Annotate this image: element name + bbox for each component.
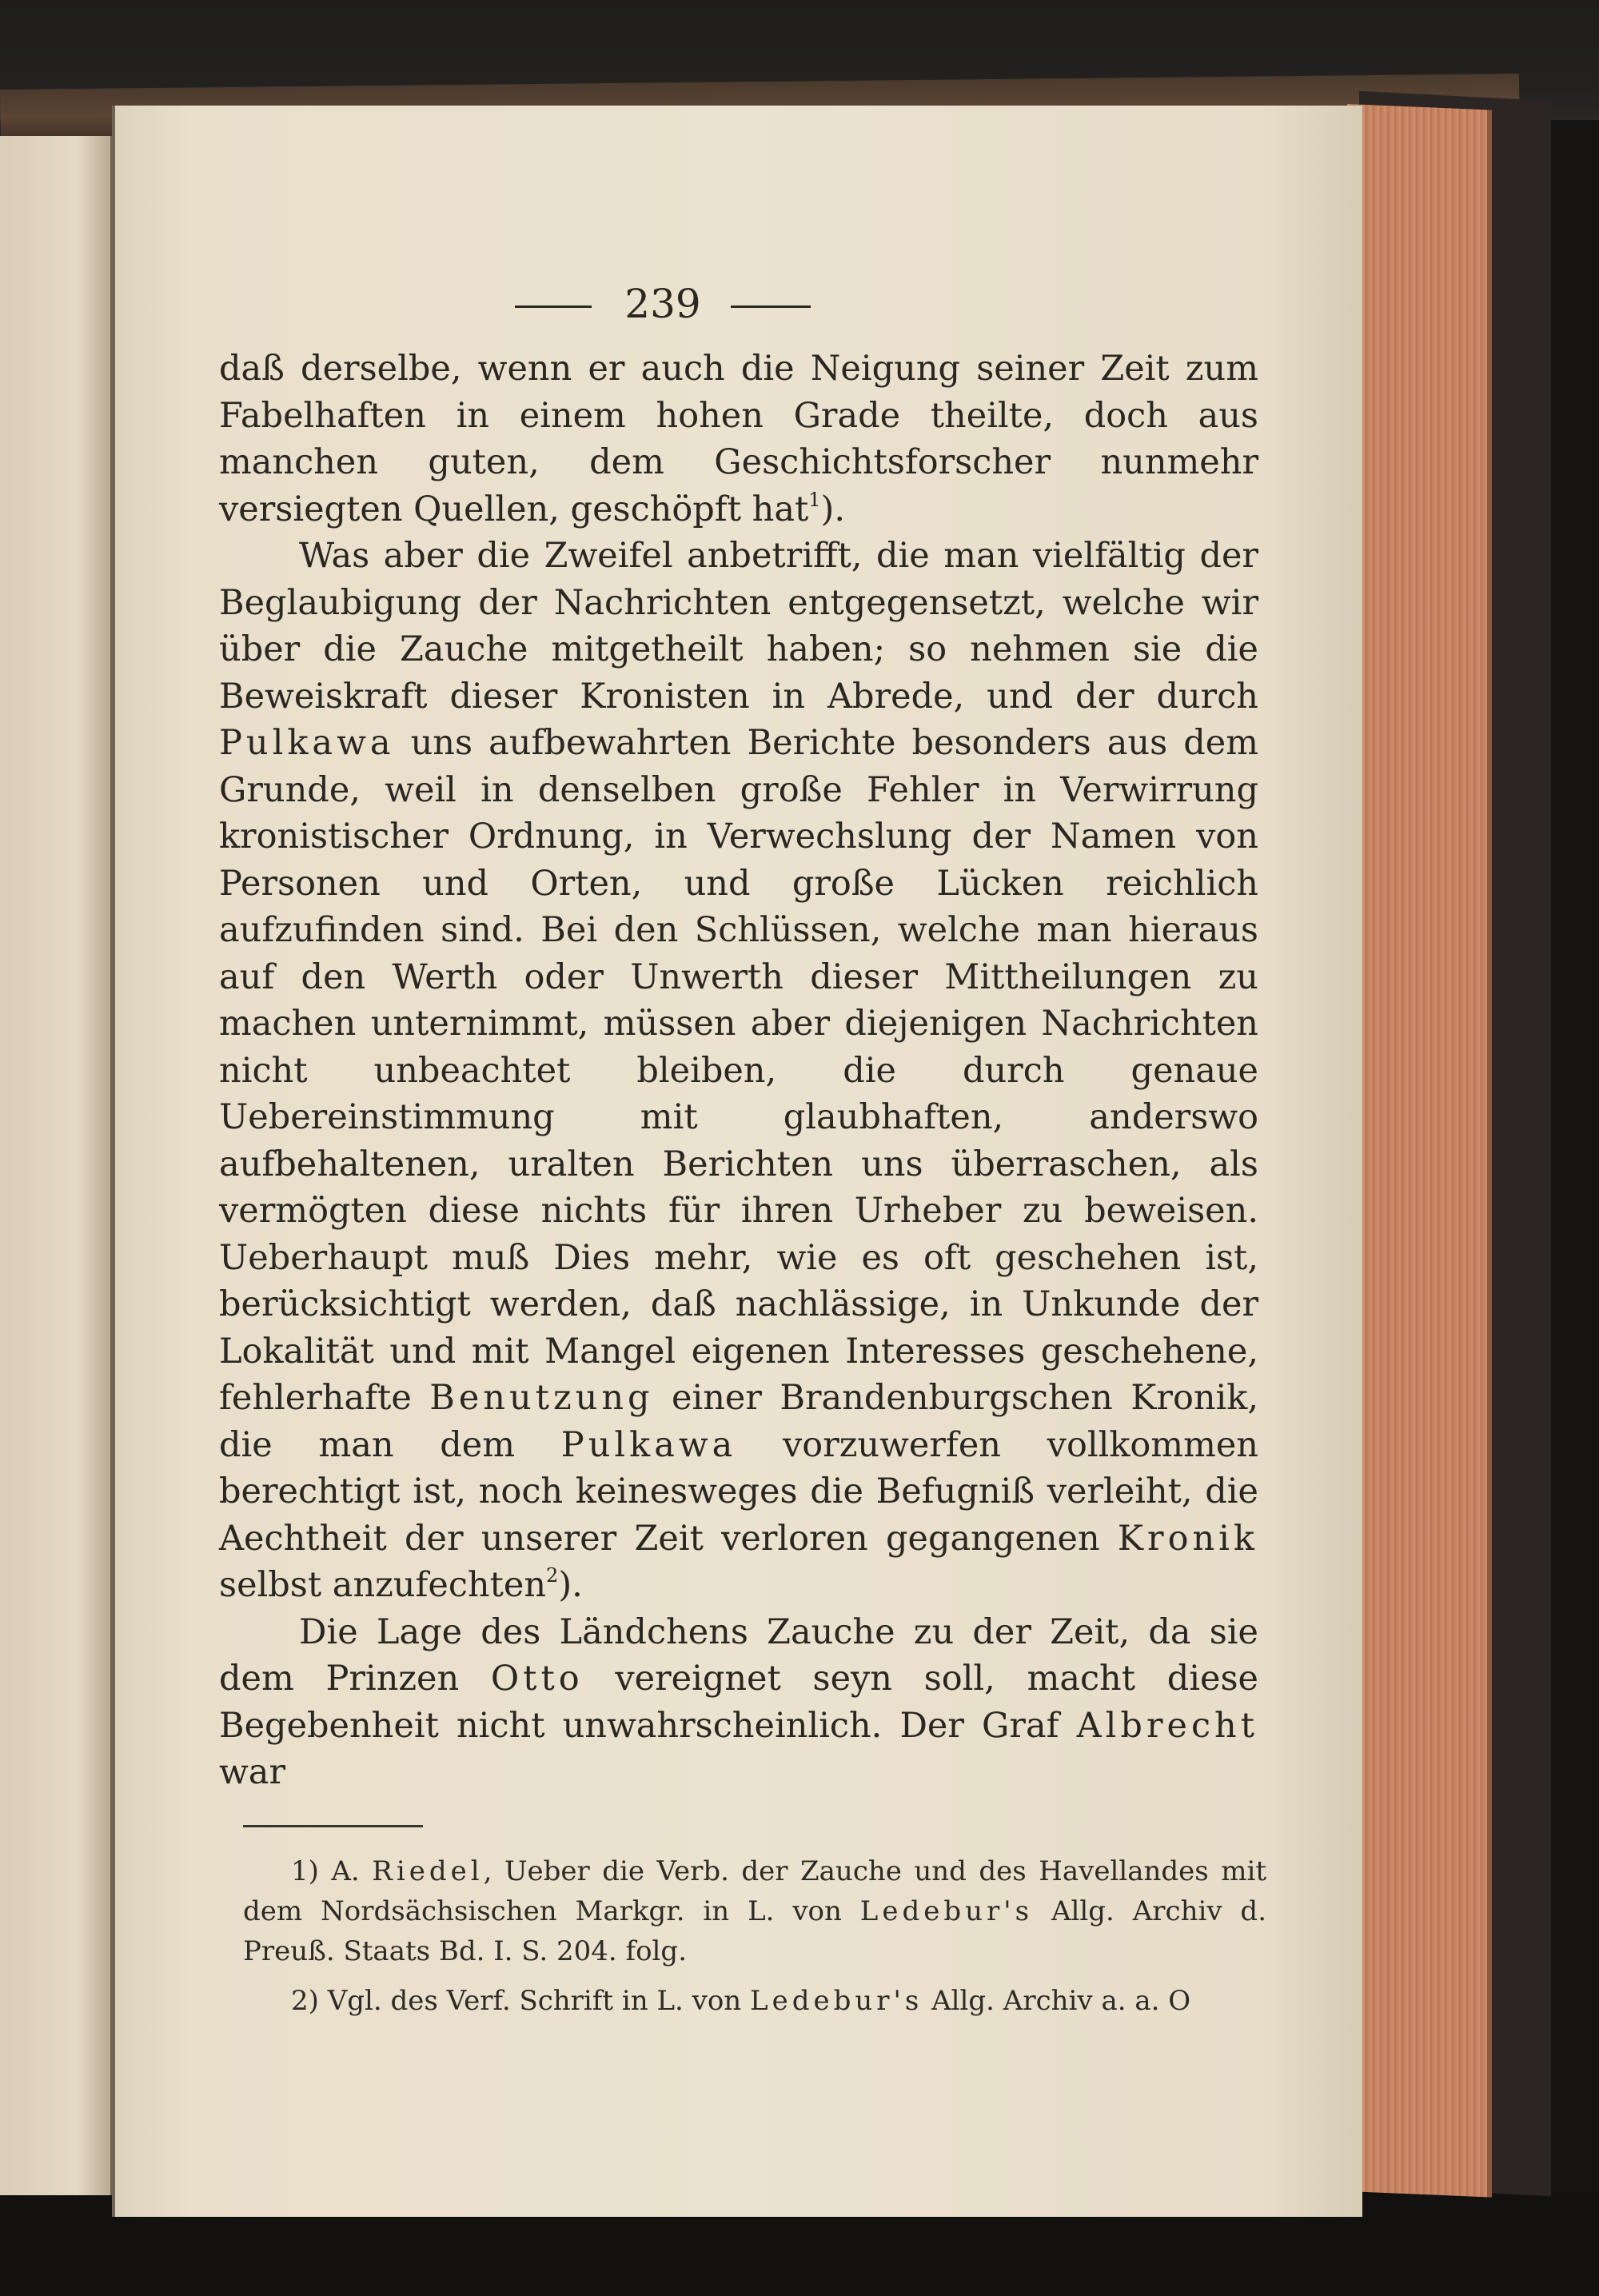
footnote-reference: 2: [546, 1564, 559, 1587]
footnotes: [243, 1851, 1266, 2030]
text-run: war: [219, 1752, 285, 1792]
spaced-name: Pulkawa: [560, 1424, 737, 1465]
text-run: vereignet seyn soll, macht diese Begebenheit nicht unwahrscheinlich. Der Graf: [219, 1659, 1258, 1746]
text-run: 2) Vgl. des Verf. Schrift in L. von: [291, 1985, 751, 2017]
paragraph: [219, 1609, 1258, 1796]
footnote-reference: 1: [808, 488, 821, 511]
book-page: [112, 106, 1362, 2217]
footnote-rule: [243, 1825, 423, 1827]
page-header: [115, 272, 1362, 344]
text-run: ).: [820, 489, 845, 529]
text-run: Was aber die Zweifel anbetrifft, die man vielfältig der Beglaubigung der Nachrichten entgegensetzt, welche wir über die Zauche mitgetheilt haben; so nehmen sie die Beweiskraft dieser Kronisten in Abrede, und der durch: [219, 536, 1258, 717]
header-rule-right: [731, 305, 811, 308]
page-number: 239: [624, 281, 701, 327]
text-run: selbst anzufechten: [219, 1565, 547, 1605]
left-page-edge: [0, 136, 113, 2195]
spaced-name: Ledebur's: [750, 1985, 923, 2017]
footnote: [243, 1851, 1266, 1971]
text-run: Die Lage des Ländchens Zauche zu der Zeit, da sie dem Prinzen: [219, 1611, 1258, 1699]
spaced-name: Pulkawa: [219, 723, 395, 763]
spaced-name: Ledebur's: [859, 1895, 1034, 1927]
spaced-name: Benutzung: [429, 1378, 654, 1418]
paragraph: [219, 345, 1258, 533]
text-run: Allg. Archiv a. a. O: [923, 1985, 1191, 2017]
text-run: daß derselbe, wenn er auch die Neigung seiner Zeit zum Fabelhaften in einem hohen Grade theilte, doch aus manchen guten, dem Geschichtsforscher nunmehr versiegten Quellen, geschöpft hat: [219, 349, 1258, 529]
text-run: uns aufbewahrten Berichte besonders aus dem Grunde, weil in denselben große Fehler in Verwirrung kronistischer Ordnung, in Verwechslung der Namen von Personen und Orten, und große Lücken reichlich aufzufinden sind. Bei den Schlüssen, welche man hieraus auf den Werth oder Unwerth dieser Mittheilungen zu machen unternimmt, müssen aber diejenigen Nachrichten nicht unbeachtet bleiben, die durch genaue Uebereinstimmung mit glaubhaften, anderswo aufbehaltenen, uralten Berichten uns überraschen, als vermögten diese nichts für ihren Urheber zu beweisen. Ueberhaupt muß Dies mehr, wie es oft geschehen ist, berücksichtigt werden, daß nachlässige, in Unkunde der Lokalität und mit Mangel eigenen Interesses geschehene, fehlerhafte: [219, 723, 1258, 1418]
spaced-name: Kronik: [1117, 1518, 1258, 1559]
footnote: [243, 1981, 1266, 2021]
page-edges: [1347, 104, 1492, 2198]
text-run: ).: [558, 1565, 583, 1605]
spaced-name: Riedel: [372, 1855, 484, 1887]
text-run: 1) A.: [291, 1855, 373, 1887]
spaced-name: Albrecht: [1076, 1705, 1258, 1746]
text-run: Allg. Archiv d. Preuß. Staats Bd. I. S. 204. folg.: [243, 1895, 1267, 1967]
body-text: [219, 345, 1258, 1796]
paragraph: [219, 533, 1258, 1609]
spaced-name: Otto: [490, 1659, 584, 1699]
text-run: , Ueber die Verb. der Zauche und des Havellandes mit dem Nordsächsischen Markgr. in L. von: [243, 1855, 1266, 1927]
text-run: einer Brandenburgschen Kronik, die man dem: [219, 1378, 1259, 1465]
header-rule-left: [515, 305, 592, 308]
text-run: vorzuwerfen vollkommen berechtigt ist, noch keinesweges die Befugniß verleiht, die Aechtheit der unserer Zeit verloren gegangenen: [219, 1424, 1258, 1559]
